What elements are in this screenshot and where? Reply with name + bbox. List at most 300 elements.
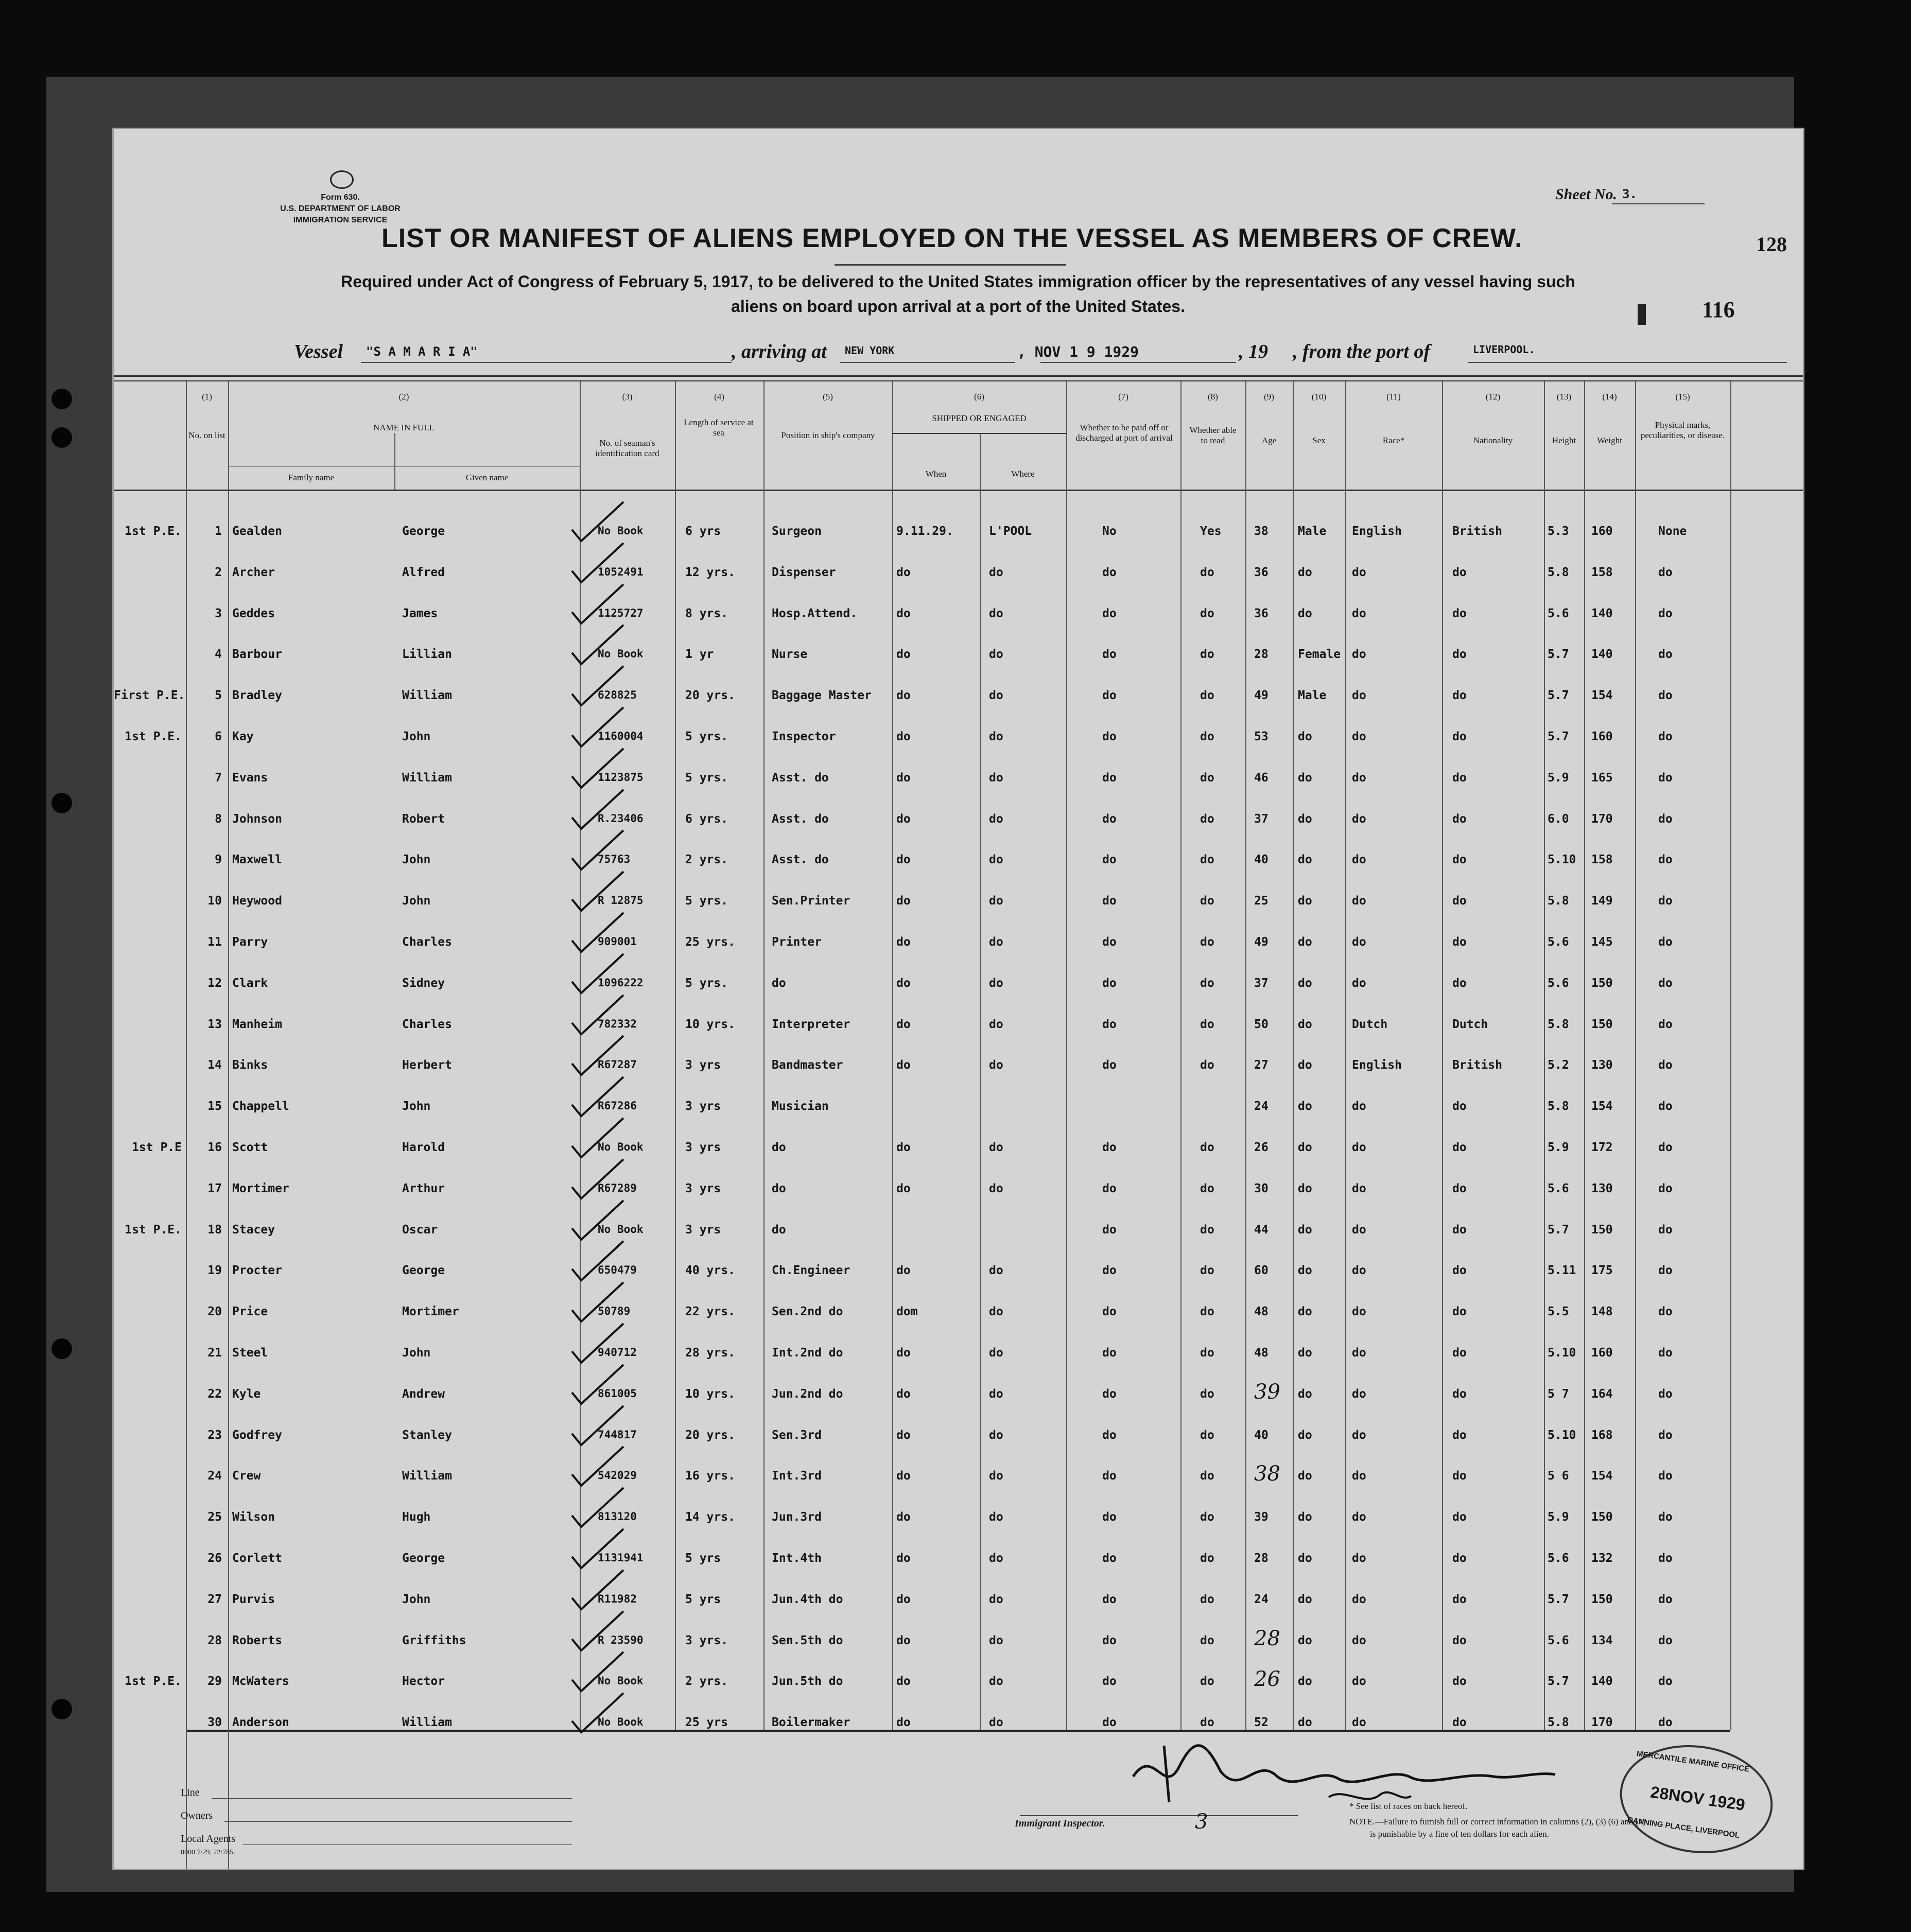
arriving-label: , arriving at <box>732 341 827 362</box>
header-height: Height <box>1552 436 1576 445</box>
header-no-on-list: No. on list <box>188 430 225 440</box>
header-where: Where <box>1011 469 1035 479</box>
height-cell: 5.2 <box>1548 1058 1569 1072</box>
given-name-cell: Andrew <box>402 1387 445 1401</box>
check-mark-icon <box>567 1526 629 1572</box>
column-number: (9) <box>1264 392 1274 402</box>
able-to-read-cell: Yes <box>1200 525 1222 538</box>
physical-marks-cell: do <box>1658 1305 1673 1318</box>
family-name-cell: Kyle <box>232 1387 261 1401</box>
able-to-read-cell: do <box>1200 1716 1214 1729</box>
race-cell: English <box>1352 1058 1402 1072</box>
position-cell: Jun.2nd do <box>772 1387 843 1401</box>
physical-marks-cell: do <box>1658 1634 1673 1647</box>
nationality-cell: do <box>1452 730 1467 743</box>
row-number: 8 <box>215 812 222 826</box>
able-to-read-cell: do <box>1200 1305 1214 1318</box>
shipped-where-cell: do <box>989 853 1003 866</box>
id-card-cell: No Book <box>598 1141 644 1153</box>
able-to-read-cell: do <box>1200 1429 1214 1442</box>
header-id-card: No. of seaman's identification card <box>595 438 659 458</box>
age-cell: 49 <box>1254 935 1269 949</box>
header-family-name: Family name <box>288 473 335 482</box>
height-cell: 5.10 <box>1548 1346 1576 1360</box>
check-mark-icon <box>567 581 629 628</box>
given-name-cell: John <box>402 1346 431 1360</box>
given-name-cell: John <box>402 1100 431 1113</box>
length-cell: 20 yrs. <box>685 1429 735 1442</box>
page-title: LIST OR MANIFEST OF ALIENS EMPLOYED ON THE VESSEL AS MEMBERS OF CREW. <box>381 223 1523 253</box>
page-number: 116 <box>1702 297 1735 322</box>
id-card-cell: 1125727 <box>598 607 644 619</box>
age-cell: 27 <box>1254 1058 1269 1072</box>
age-cell: 39 <box>1254 1380 1280 1404</box>
family-name-cell: Crew <box>232 1469 261 1483</box>
physical-marks-cell: do <box>1658 1346 1673 1360</box>
row-mark: 1st P.E. <box>125 730 182 743</box>
shipped-where-cell: do <box>989 771 1003 785</box>
id-card-cell: R67289 <box>598 1182 637 1194</box>
position-cell: Int.2nd do <box>772 1346 843 1360</box>
row-number: 30 <box>207 1716 222 1729</box>
age-cell: 46 <box>1254 771 1269 785</box>
nationality-cell: do <box>1452 935 1467 949</box>
sex-cell: do <box>1298 1552 1312 1565</box>
length-cell: 2 yrs. <box>685 853 728 866</box>
height-cell: 5.6 <box>1548 1182 1569 1195</box>
weight-cell: 150 <box>1591 1510 1613 1524</box>
nationality-cell: do <box>1452 1552 1467 1565</box>
shipped-where-cell: do <box>989 1182 1003 1195</box>
height-cell: 5.6 <box>1548 977 1569 990</box>
length-cell: 3 yrs <box>685 1058 721 1072</box>
length-cell: 6 yrs. <box>685 812 728 826</box>
row-number: 18 <box>207 1223 222 1237</box>
row-number: 26 <box>207 1552 222 1565</box>
sheet-number: 3. <box>1622 187 1637 201</box>
stamp-bottom: CANNING PLACE, LIVERPOOL <box>1626 1815 1741 1840</box>
height-cell: 5.7 <box>1548 1675 1569 1688</box>
physical-marks-cell: do <box>1658 1141 1673 1154</box>
able-to-read-cell: do <box>1200 1346 1214 1360</box>
header-paid-off: Whether to be paid off or discharged at port of arrival <box>1075 423 1173 443</box>
race-cell: do <box>1352 1387 1366 1401</box>
check-mark-icon <box>567 1443 629 1490</box>
shipped-where-cell: do <box>989 607 1003 620</box>
row-number: 5 <box>215 689 222 702</box>
row-number: 17 <box>207 1182 222 1195</box>
header-length: Length of service at sea <box>684 417 754 438</box>
weight-cell: 140 <box>1591 607 1613 620</box>
sex-cell: do <box>1298 607 1312 620</box>
check-mark-icon <box>567 704 629 751</box>
id-card-cell: 650479 <box>598 1264 637 1276</box>
sex-cell: do <box>1298 894 1312 908</box>
physical-marks-cell: do <box>1658 853 1673 866</box>
given-name-cell: Charles <box>402 935 452 949</box>
id-card-cell: 744817 <box>598 1429 637 1441</box>
shipped-when-cell: do <box>896 648 911 661</box>
sex-cell: do <box>1298 1223 1312 1237</box>
height-cell: 6.0 <box>1548 812 1569 826</box>
age-cell: 40 <box>1254 853 1269 866</box>
weight-cell: 150 <box>1591 977 1613 990</box>
id-card-cell: 1096222 <box>598 977 644 989</box>
height-cell: 5.7 <box>1548 689 1569 702</box>
shipped-when-cell: do <box>896 1552 911 1565</box>
nationality-cell: do <box>1452 1716 1467 1729</box>
height-cell: 5.6 <box>1548 1634 1569 1647</box>
id-card-cell: 813120 <box>598 1510 637 1523</box>
race-cell: do <box>1352 812 1366 826</box>
shipped-where-cell: do <box>989 730 1003 743</box>
column-number: (13) <box>1556 392 1572 402</box>
paid-off-cell: do <box>1102 1429 1117 1442</box>
paid-off-cell: do <box>1102 977 1117 990</box>
paid-off-cell: do <box>1102 1058 1117 1072</box>
height-cell: 5.9 <box>1548 771 1569 785</box>
nationality-cell: do <box>1452 689 1467 702</box>
check-mark-icon <box>567 1362 629 1408</box>
row-number: 1 <box>215 525 222 538</box>
shipped-when-cell: do <box>896 1058 911 1072</box>
check-mark-icon <box>567 1649 629 1695</box>
race-cell: do <box>1352 771 1366 785</box>
paid-off-cell: do <box>1102 566 1117 579</box>
given-name-cell: William <box>402 1469 452 1483</box>
sex-cell: do <box>1298 1429 1312 1442</box>
check-mark-icon <box>567 992 629 1038</box>
paid-off-cell: do <box>1102 853 1117 866</box>
age-cell: 40 <box>1254 1429 1269 1442</box>
physical-marks-cell: None <box>1658 525 1687 538</box>
shipped-where-cell: do <box>989 1018 1003 1031</box>
position-cell: Nurse <box>772 648 808 661</box>
physical-marks-cell: do <box>1658 977 1673 990</box>
column-number: (15) <box>1675 392 1690 402</box>
sex-cell: do <box>1298 566 1312 579</box>
given-name-cell: Oscar <box>402 1223 438 1237</box>
stamp-top: MERCANTILE MARINE OFFICE <box>1636 1749 1750 1774</box>
binder-hole <box>51 389 72 409</box>
given-name-cell: William <box>402 689 452 702</box>
family-name-cell: Clark <box>232 977 268 990</box>
id-card-cell: R67287 <box>598 1058 637 1071</box>
id-card-cell: No Book <box>598 648 644 660</box>
able-to-read-cell: do <box>1200 1552 1214 1565</box>
race-cell: do <box>1352 1429 1366 1442</box>
given-name-cell: Robert <box>402 812 445 826</box>
sex-cell: do <box>1298 1305 1312 1318</box>
service-name: IMMIGRATION SERVICE <box>293 216 388 224</box>
paid-off-cell: do <box>1102 1593 1117 1606</box>
row-mark: 1st P.E. <box>125 525 182 538</box>
shipped-where-cell: do <box>989 1346 1003 1360</box>
position-cell: Bandmaster <box>772 1058 843 1072</box>
column-number: (1) <box>202 392 212 402</box>
arrival-date: , NOV 1 9 1929 <box>1017 343 1139 360</box>
able-to-read-cell: do <box>1200 1223 1214 1237</box>
weight-cell: 132 <box>1591 1552 1613 1565</box>
weight-cell: 160 <box>1591 730 1613 743</box>
header-given-name: Given name <box>465 473 509 482</box>
check-mark-icon <box>567 1033 629 1079</box>
shipped-when-cell: do <box>896 1510 911 1524</box>
sex-cell: do <box>1298 1510 1312 1524</box>
shipped-when-cell: do <box>896 730 911 743</box>
age-cell: 53 <box>1254 730 1269 743</box>
row-number: 24 <box>207 1469 222 1483</box>
race-cell: do <box>1352 1305 1366 1318</box>
shipped-when-cell: do <box>896 853 911 866</box>
nationality-cell: do <box>1452 1305 1467 1318</box>
column-number: (2) <box>398 392 409 402</box>
race-cell: do <box>1352 853 1366 866</box>
form-header <box>268 192 412 226</box>
length-cell: 3 yrs <box>685 1141 721 1154</box>
position-cell: Asst. do <box>772 771 829 785</box>
race-cell: do <box>1352 1510 1366 1524</box>
physical-marks-cell: do <box>1658 1100 1673 1113</box>
sex-cell: Male <box>1298 525 1327 538</box>
age-cell: 48 <box>1254 1305 1269 1318</box>
physical-marks-cell: do <box>1658 771 1673 785</box>
paid-off-cell: do <box>1102 1510 1117 1524</box>
column-number: (11) <box>1386 392 1401 402</box>
column-number: (3) <box>622 392 633 402</box>
shipped-where-cell: do <box>989 1469 1003 1483</box>
vessel-name: "S A M A R I A" <box>366 344 478 359</box>
given-name-cell: George <box>402 525 445 538</box>
height-cell: 5.6 <box>1548 607 1569 620</box>
sex-cell: do <box>1298 1058 1312 1072</box>
shipped-where-cell: do <box>989 1141 1003 1154</box>
sex-cell: do <box>1298 1182 1312 1195</box>
race-cell: do <box>1352 894 1366 908</box>
sex-cell: do <box>1298 853 1312 866</box>
paid-off-cell: do <box>1102 648 1117 661</box>
age-cell: 39 <box>1254 1510 1269 1524</box>
header-able-to-read: Whether able to read <box>1189 425 1237 445</box>
check-mark-icon <box>567 1238 629 1284</box>
able-to-read-cell: do <box>1200 566 1214 579</box>
given-name-cell: Arthur <box>402 1182 445 1195</box>
family-name-cell: Archer <box>232 566 275 579</box>
height-cell: 5.7 <box>1548 1223 1569 1237</box>
paid-off-cell: do <box>1102 1634 1117 1647</box>
height-cell: 5.8 <box>1548 894 1569 908</box>
age-cell: 37 <box>1254 812 1269 826</box>
nationality-cell: British <box>1452 525 1502 538</box>
paid-off-cell: do <box>1102 607 1117 620</box>
column-number: (8) <box>1208 392 1218 402</box>
race-cell: do <box>1352 648 1366 661</box>
family-name-cell: Chappell <box>232 1100 289 1113</box>
column-number: (6) <box>974 392 984 402</box>
given-name-cell: Harold <box>402 1141 445 1154</box>
length-cell: 5 yrs. <box>685 894 728 908</box>
row-number: 14 <box>207 1058 222 1072</box>
weight-cell: 170 <box>1591 812 1613 826</box>
check-mark-icon <box>567 1320 629 1367</box>
shipped-when-cell: do <box>896 1429 911 1442</box>
binder-hole <box>51 1338 72 1359</box>
weight-cell: 130 <box>1591 1182 1613 1195</box>
weight-cell: 154 <box>1591 1100 1613 1113</box>
paid-off-cell: do <box>1102 1716 1117 1729</box>
position-cell: Hosp.Attend. <box>772 607 858 620</box>
nationality-cell: do <box>1452 1675 1467 1688</box>
position-cell: Asst. do <box>772 812 829 826</box>
row-number: 25 <box>207 1510 222 1524</box>
check-mark-icon <box>567 1074 629 1120</box>
paid-off-cell: do <box>1102 812 1117 826</box>
nationality-cell: Dutch <box>1452 1018 1488 1031</box>
nationality-cell: do <box>1452 1429 1467 1442</box>
weight-cell: 164 <box>1591 1387 1613 1401</box>
shipped-where-cell: do <box>989 894 1003 908</box>
length-cell: 3 yrs. <box>685 1634 728 1647</box>
given-name-cell: Mortimer <box>402 1305 459 1318</box>
paid-off-cell: do <box>1102 1346 1117 1360</box>
shipped-when-cell: do <box>896 1264 911 1277</box>
shipped-where-cell: do <box>989 566 1003 579</box>
position-cell: Boilermaker <box>772 1716 850 1729</box>
length-cell: 10 yrs. <box>685 1387 735 1401</box>
paid-off-cell: do <box>1102 1264 1117 1277</box>
shipped-when-cell: do <box>896 935 911 949</box>
race-cell: do <box>1352 1716 1366 1729</box>
shipped-where-cell: do <box>989 1305 1003 1318</box>
id-card-cell: R 23590 <box>598 1634 644 1646</box>
form-number: Form 630. <box>321 193 360 202</box>
weight-cell: 168 <box>1591 1429 1613 1442</box>
column-number: (7) <box>1118 392 1128 402</box>
able-to-read-cell: do <box>1200 730 1214 743</box>
sex-cell: do <box>1298 977 1312 990</box>
id-card-cell: 628825 <box>598 689 637 701</box>
race-cell: do <box>1352 935 1366 949</box>
family-name-cell: Evans <box>232 771 268 785</box>
position-cell: Jun.4th do <box>772 1593 843 1606</box>
row-number: 3 <box>215 607 222 620</box>
weight-cell: 160 <box>1591 1346 1613 1360</box>
position-cell: Sen.Printer <box>772 894 850 908</box>
height-cell: 5 6 <box>1548 1469 1569 1483</box>
shipped-when-cell: do <box>896 1634 911 1647</box>
id-card-cell: 940712 <box>598 1346 637 1359</box>
shipped-when-cell: do <box>896 1469 911 1483</box>
id-card-cell: No Book <box>598 1223 644 1235</box>
able-to-read-cell: do <box>1200 812 1214 826</box>
arrival-port: NEW YORK <box>845 344 895 357</box>
paid-off-cell: do <box>1102 1305 1117 1318</box>
binder-hole <box>51 1699 72 1719</box>
check-mark-icon <box>567 540 629 586</box>
age-cell: 26 <box>1254 1667 1280 1691</box>
id-card-cell: 861005 <box>598 1387 637 1400</box>
height-cell: 5.10 <box>1548 853 1576 866</box>
nationality-cell: do <box>1452 1387 1467 1401</box>
length-cell: 22 yrs. <box>685 1305 735 1318</box>
weight-cell: 140 <box>1591 1675 1613 1688</box>
weight-cell: 158 <box>1591 853 1613 866</box>
nationality-cell: do <box>1452 1346 1467 1360</box>
family-name-cell: Procter <box>232 1264 282 1277</box>
age-cell: 28 <box>1254 1627 1280 1650</box>
header-physical-marks: Physical marks, peculiarities, or disease. <box>1640 420 1725 440</box>
row-number: 4 <box>215 648 222 661</box>
physical-marks-cell: do <box>1658 935 1673 949</box>
position-cell: Int.3rd <box>772 1469 822 1483</box>
id-card-cell: No Book <box>598 1675 644 1687</box>
index-tab-icon <box>1638 304 1646 325</box>
shipped-where-cell: do <box>989 1510 1003 1524</box>
age-cell: 38 <box>1254 525 1269 538</box>
weight-cell: 150 <box>1591 1223 1613 1237</box>
length-cell: 3 yrs <box>685 1100 721 1113</box>
header-when: When <box>925 469 947 479</box>
binder-hole <box>51 427 72 448</box>
able-to-read-cell: do <box>1200 935 1214 949</box>
position-cell: do <box>772 977 786 990</box>
able-to-read-cell: do <box>1200 648 1214 661</box>
sex-cell: do <box>1298 771 1312 785</box>
position-cell: Jun.5th do <box>772 1675 843 1688</box>
given-name-cell: Hugh <box>402 1510 431 1524</box>
nationality-cell: do <box>1452 648 1467 661</box>
sex-cell: do <box>1298 1346 1312 1360</box>
shipped-when-cell: do <box>896 1018 911 1031</box>
weight-cell: 154 <box>1591 689 1613 702</box>
row-mark: 1st P.E. <box>125 1223 182 1237</box>
position-cell: Musician <box>772 1100 829 1113</box>
sex-cell: do <box>1298 1675 1312 1688</box>
length-cell: 5 yrs. <box>685 730 728 743</box>
shipped-when-cell: do <box>896 894 911 908</box>
check-mark-icon <box>567 1156 629 1203</box>
length-cell: 25 yrs <box>685 1716 728 1729</box>
race-cell: do <box>1352 1593 1366 1606</box>
column-number: (14) <box>1602 392 1617 402</box>
sex-cell: do <box>1298 1018 1312 1031</box>
sex-cell: do <box>1298 935 1312 949</box>
race-cell: Dutch <box>1352 1018 1388 1031</box>
given-name-cell: John <box>402 894 431 908</box>
header-race: Race* <box>1382 436 1405 445</box>
row-number: 20 <box>207 1305 222 1318</box>
paid-off-cell: do <box>1102 730 1117 743</box>
height-cell: 5.11 <box>1548 1264 1576 1277</box>
given-name-cell: Lillian <box>402 648 452 661</box>
physical-marks-cell: do <box>1658 648 1673 661</box>
year-label: , 19 <box>1239 341 1268 362</box>
family-name-cell: McWaters <box>232 1675 289 1688</box>
race-cell: do <box>1352 1634 1366 1647</box>
length-cell: 20 yrs. <box>685 689 735 702</box>
sheet-number-label: Sheet No. <box>1555 186 1617 203</box>
family-name-cell: Scott <box>232 1141 268 1154</box>
given-name-cell: John <box>402 1593 431 1606</box>
able-to-read-cell: do <box>1200 1058 1214 1072</box>
able-to-read-cell: do <box>1200 1018 1214 1031</box>
family-name-cell: Corlett <box>232 1552 282 1565</box>
age-cell: 38 <box>1254 1462 1280 1486</box>
family-name-cell: Wilson <box>232 1510 275 1524</box>
id-card-cell: R11982 <box>598 1593 637 1605</box>
race-cell: do <box>1352 730 1366 743</box>
nationality-cell: do <box>1452 977 1467 990</box>
